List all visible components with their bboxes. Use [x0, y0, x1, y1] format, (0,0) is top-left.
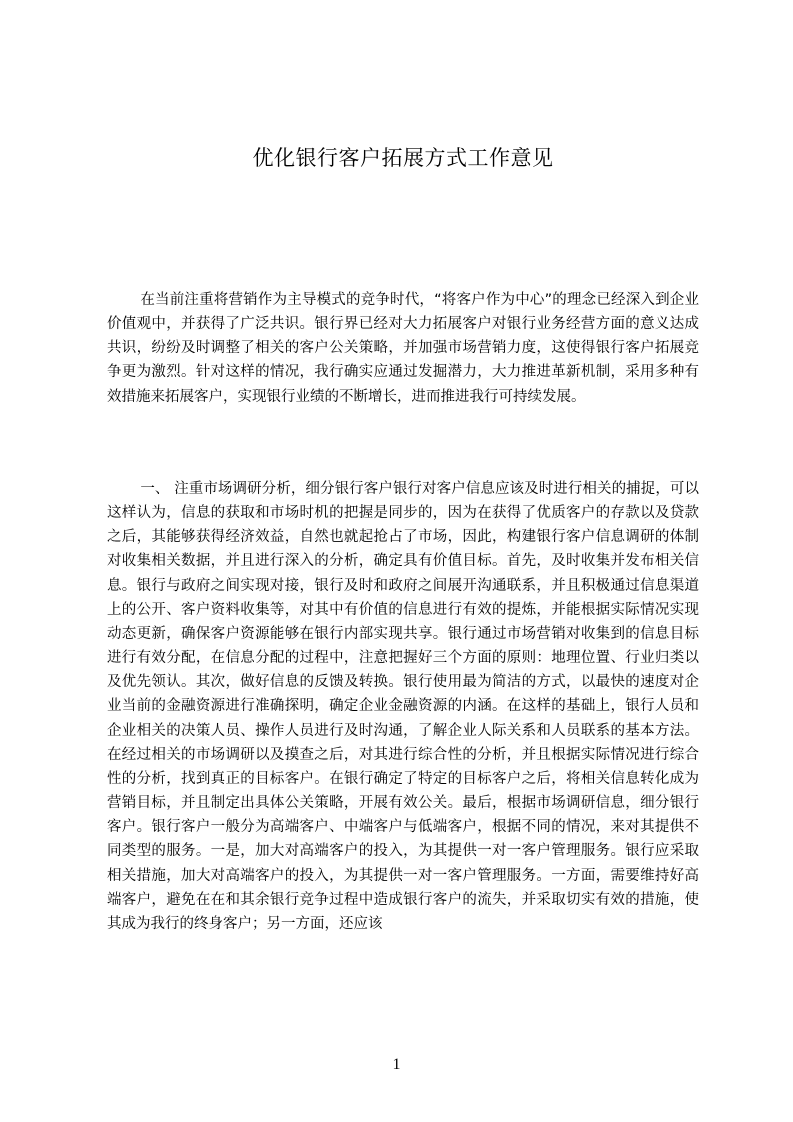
- section-one-paragraph: 一、 注重市场调研分析，细分银行客户银行对客户信息应该及时进行相关的捕捉，可以这样认为，信息的获取和市场时机的把握是同步的，因为在获得了优质客户的存款以及贷款之后，其能够获得经济效益，自然也就起抢占了市场，因此，构建银行客户信息调研的体制对收集相关数据，并且进行深入的分析，确定具有价值目标。首先，及时收集并发布相关信息。银行与政府之间实现对接，银行及时和政府之间展开沟通联系，并且积极通过信息渠道上的公开、客户资料收集等，对其中有价值的信息进行有效的提炼，并能根据实际情况实现动态更新，确保客户资源能够在银行内部实现共享。银行通过市场营销对收集到的信息目标进行有效分配，在信息分配的过程中，注意把握好三个方面的原则：地理位置、行业归类以及优先领认。其次，做好信息的反馈及转换。银行使用最为简洁的方式，以最快的速度对企业当前的金融资源进行准确探明，确定企业金融资源的内涵。在这样的基础上，银行人员和企业相关的决策人员、操作人员进行及时沟通，了解企业人际关系和人员联系的基本方法。在经过相关的市场调研以及摸查之后，对其进行综合性的分析，并且根据实际情况进行综合性的分析，找到真正的目标客户。在银行确定了特定的目标客户之后，将相关信息转化成为营销目标，并且制定出具体公关策略，开展有效公关。最后，根据市场调研信息，细分银行客户。银行客户一般分为高端客户、中端客户与低端客户，根据不同的情况，来对其提供不同类型的服务。一是，加大对高端客户的投入，为其提供一对一客户管理服务。银行应采取相关措施，加大对高端客户的投入，为其提供一对一客户管理服务。一方面，需要维持好高端客户，避免在在和其余银行竞争过程中造成银行客户的流失，并采取切实有效的措施，使其成为我行的终身客户；另一方面，还应该: [107, 481, 699, 932]
- document-title: 优化银行客户拓展方式工作意见: [252, 146, 554, 170]
- intro-paragraph: 在当前注重将营销作为主导模式的竞争时代，“将客户作为中心”的理念已经深入到企业价值观中，并获得了广泛共识。银行界已经对大力拓展客户对银行业务经营方面的意义达成共识，纷纷及时调整了相关的客户公关策略，并加强市场营销力度，这使得银行客户拓展竞争更为激烈。针对这样的情况，我行确实应通过发掘潜力，大力推进革新机制，采用多种有效措施来拓展客户，实现银行业绩的不断增长，进而推进我行可持续发展。: [107, 292, 699, 405]
- page-number: 1: [392, 1056, 401, 1073]
